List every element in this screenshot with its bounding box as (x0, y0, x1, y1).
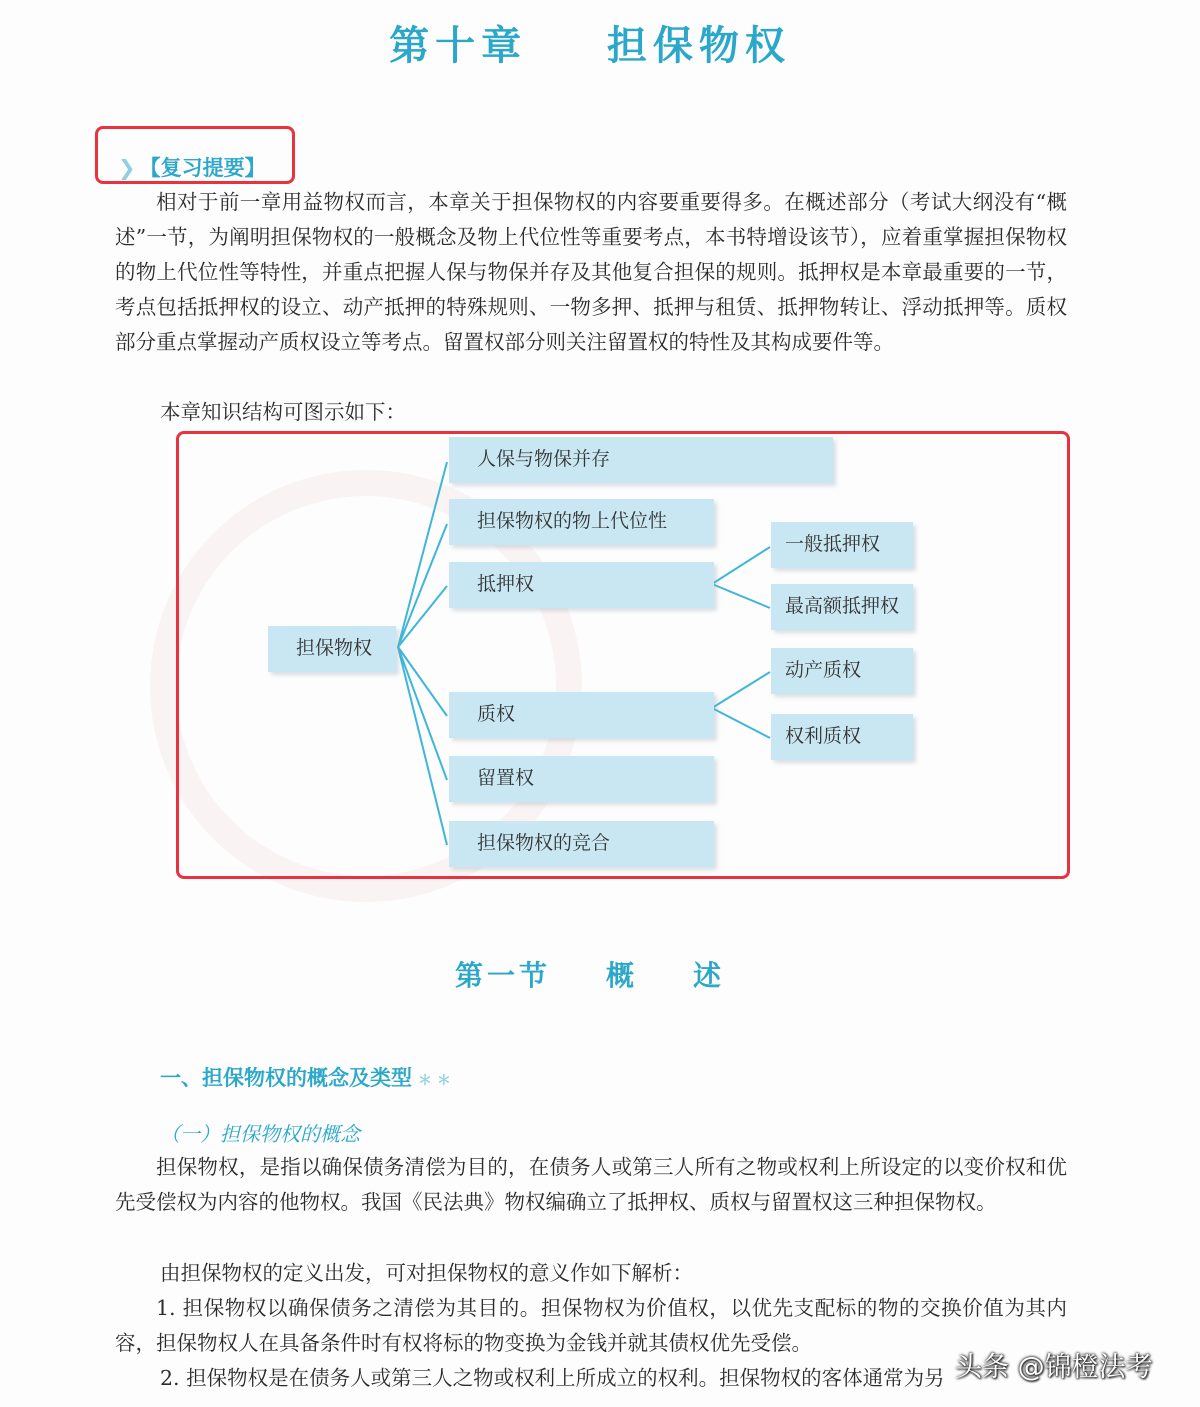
chapter-title: 第十章 担保物权 (389, 22, 791, 69)
connector-line (398, 647, 447, 845)
intro-paragraph: 相对于前一章用益物权而言，本章关于担保物权的内容要重要得多。在概述部分（考试大纲没有“概述”一节，为阐明担保物权的一般概念及物上代位性等重要考点，本书特增设该节），应着重掌握担保物权的物上代位性等特性，并重点把握人保与物保并存及其他复合担保的规则。抵押权是本章最重要的一节，考点包括抵押权的设立、动产抵押的特殊规则、一物多押、抵押与租赁、抵押物转让、浮动抵押等。质权部分重点掌握动产质权设立等考点。留置权部分则关注留置权的特性及其构成要件等。 (115, 190, 1067, 354)
diagram-node-personal-property-guarantee: 人保与物保并存 (449, 437, 833, 483)
diagram-node-lien: 留置权 (449, 756, 714, 802)
connector-line (712, 708, 770, 738)
connector-line (712, 547, 770, 584)
connector-line (398, 524, 447, 647)
section-title: 第一节 概 述 (455, 959, 725, 992)
connector-line (712, 584, 770, 608)
list-item-1: 1. 担保物权以确保债务之清偿为其目的。担保物权为价值权，以优先支配标的物的交换价值为其内容，担保物权人在具备条件时有权将标的物变换为金钱并就其债权优先受偿。 (115, 1296, 1067, 1355)
diagram-node-general-mortgage: 一般抵押权 (771, 522, 913, 568)
connector-line (712, 672, 770, 708)
heading-concept-types-label: 一、担保物权的概念及类型 (160, 1066, 412, 1090)
diagram-node-rights-pledge: 权利质权 (771, 714, 913, 760)
connector-line (398, 462, 447, 647)
diagram-node-pledge: 质权 (449, 692, 714, 738)
diagram-node-mortgage: 抵押权 (449, 562, 714, 608)
chevron-right-icon: ❯ (118, 156, 136, 180)
diagram-root-node: 担保物权 (268, 626, 396, 672)
list-item-2: 2. 担保物权是在债务人或第三人之物或权利上所成立的权利。担保物权的客体通常为另 (160, 1366, 945, 1390)
diagram-node-competition: 担保物权的竞合 (449, 821, 714, 867)
diagram-node-max-mortgage: 最高额抵押权 (771, 584, 913, 630)
diagram-node-subrogation: 担保物权的物上代位性 (449, 499, 714, 545)
definition-paragraph: 担保物权，是指以确保债务清偿为目的，在债务人或第三人所有之物或权利上所设定的以变价权和优先受偿权为内容的他物权。我国《民法典》物权编确立了抵押权、质权与留置权这三种担保物权。 (115, 1155, 1067, 1214)
source-watermark: 头条 @锦橙法考 (955, 1352, 1153, 1383)
connector-line (398, 647, 447, 716)
importance-stars: ＊ ＊ (418, 1073, 451, 1089)
heading-concept-types (160, 1062, 451, 1092)
structure-intro: 本章知识结构可图示如下： (160, 400, 406, 424)
analysis-intro: 由担保物权的定义出发，可对担保物权的意义作如下解析： (160, 1261, 693, 1285)
diagram-node-movable-pledge: 动产质权 (771, 648, 913, 694)
heading-concept: （一）担保物权的概念 (160, 1122, 360, 1146)
review-heading-label: 【复习提要】 (139, 156, 266, 180)
connector-line (398, 647, 447, 780)
